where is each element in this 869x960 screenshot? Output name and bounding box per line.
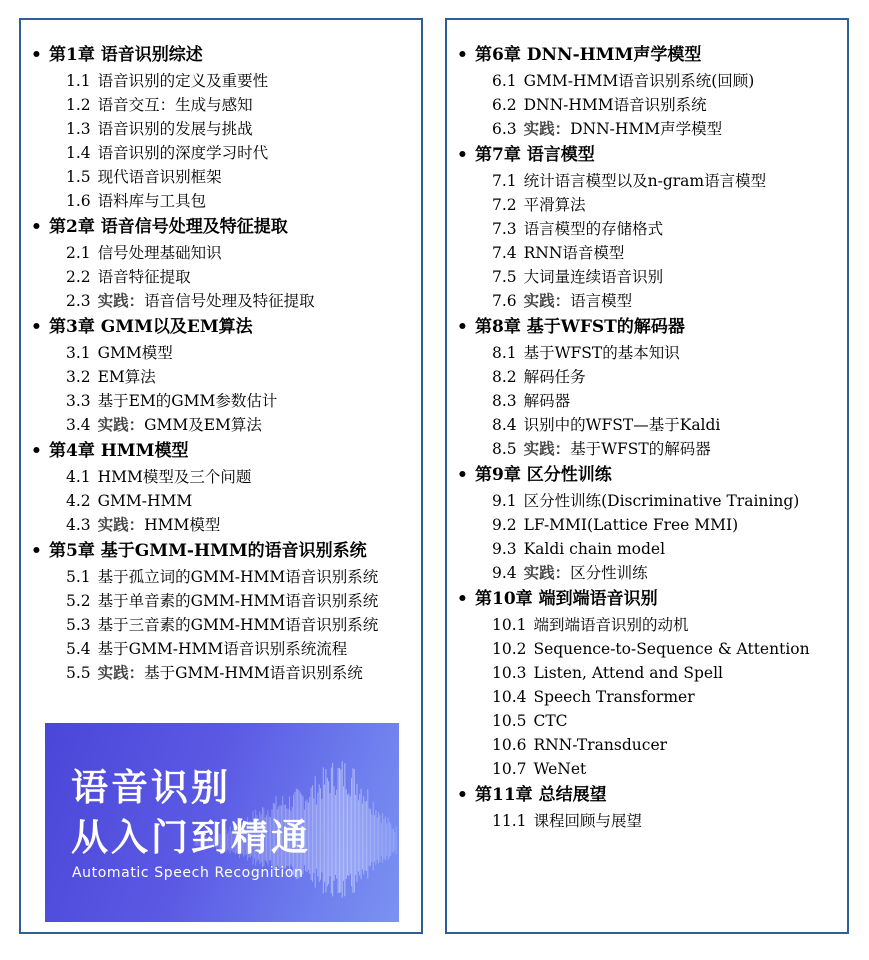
chapter-item-list [457, 809, 847, 833]
practice-label: 实践： [97, 515, 145, 534]
chapter-title: • 第6章 DNN-HMM声学模型 [457, 44, 847, 66]
chapter-title: • 第2章 语音信号处理及特征提取 [31, 216, 421, 238]
item-text: LF-MMI(Lattice Free MMI) [523, 516, 739, 534]
item-number: 1.6 [66, 192, 91, 210]
item-number: 10.6 [492, 736, 527, 754]
item-text: RNN语音模型 [523, 244, 625, 262]
item-number: 7.3 [492, 220, 517, 238]
list-item [492, 613, 847, 637]
item-text: 解码任务 [523, 368, 586, 386]
chapter-section [457, 784, 847, 833]
list-item [492, 265, 847, 289]
right-chapter-list [457, 44, 847, 833]
item-text: 语料库与工具包 [97, 192, 207, 210]
item-number: 7.1 [492, 172, 517, 190]
chapter-section [457, 44, 847, 141]
list-item [492, 365, 847, 389]
item-text: Kaldi chain model [523, 540, 666, 558]
list-item [492, 561, 847, 585]
chapter-item-list [31, 241, 421, 313]
item-text: GMM-HMM [97, 492, 193, 510]
chapter-item-list [31, 69, 421, 213]
list-item [492, 637, 847, 661]
item-number: 6.3 [492, 120, 517, 138]
item-number: 4.2 [66, 492, 91, 510]
list-item [66, 117, 421, 141]
item-number: 8.4 [492, 416, 517, 434]
item-number: 7.5 [492, 268, 517, 286]
item-number: 10.7 [492, 760, 527, 778]
list-item [492, 537, 847, 561]
item-number: 11.1 [492, 812, 527, 830]
chapter-title: • 第9章 区分性训练 [457, 464, 847, 486]
list-item [66, 613, 421, 637]
chapter-title: • 第8章 基于WFST的解码器 [457, 316, 847, 338]
item-text: Listen, Attend and Spell [533, 664, 723, 682]
chapter-section [31, 316, 421, 437]
chapter-item-list [457, 489, 847, 585]
chapter-title: • 第3章 GMM以及EM算法 [31, 316, 421, 338]
item-text: 统计语言模型以及n-gram语言模型 [523, 172, 767, 190]
list-item [492, 685, 847, 709]
item-text: 基于WFST的基本知识 [523, 344, 680, 362]
list-item [66, 341, 421, 365]
item-number: 9.3 [492, 540, 517, 558]
item-text: RNN-Transducer [533, 736, 668, 754]
list-item [492, 93, 847, 117]
item-number: 6.1 [492, 72, 517, 90]
list-item [492, 389, 847, 413]
list-item [492, 241, 847, 265]
item-number: 1.2 [66, 96, 91, 114]
chapter-section [457, 144, 847, 313]
item-text: 语音识别的深度学习时代 [97, 144, 269, 162]
item-text: 信号处理基础知识 [97, 244, 222, 262]
banner-title-line1: 语音识别 [71, 766, 231, 809]
list-item [492, 489, 847, 513]
item-text: 语音信号处理及特征提取 [144, 292, 315, 310]
item-text: 语音识别的定义及重要性 [97, 72, 269, 90]
item-text: EM算法 [97, 368, 156, 386]
chapter-section [457, 316, 847, 461]
chapter-item-list [457, 613, 847, 781]
item-number: 2.2 [66, 268, 91, 286]
practice-label: 实践： [97, 415, 145, 434]
item-text: 语言模型 [570, 292, 633, 310]
item-text: Speech Transformer [533, 688, 695, 706]
item-text: 区分性训练(Discriminative Training) [523, 492, 800, 510]
chapter-item-list [31, 565, 421, 685]
list-item [66, 93, 421, 117]
chapter-section [457, 588, 847, 781]
item-text: 语音交互：生成与感知 [97, 96, 253, 114]
item-number: 5.2 [66, 592, 91, 610]
item-number: 7.4 [492, 244, 517, 262]
course-banner [45, 723, 399, 922]
item-number: 3.2 [66, 368, 91, 386]
item-text: 解码器 [523, 392, 571, 410]
item-number: 9.4 [492, 564, 517, 582]
item-text: 大词量连续语音识别 [523, 268, 664, 286]
item-number: 8.5 [492, 440, 517, 458]
item-number: 8.2 [492, 368, 517, 386]
chapter-title: • 第4章 HMM模型 [31, 440, 421, 462]
item-text: GMM模型 [97, 344, 173, 362]
list-item [492, 757, 847, 781]
item-number: 7.2 [492, 196, 517, 214]
item-text: DNN-HMM声学模型 [570, 120, 723, 138]
list-item [66, 389, 421, 413]
item-number: 2.3 [66, 292, 91, 310]
list-item [66, 289, 421, 313]
item-text: 端到端语音识别的动机 [533, 616, 689, 634]
chapter-title: • 第5章 基于GMM-HMM的语音识别系统 [31, 540, 421, 562]
list-item [492, 341, 847, 365]
list-item [66, 265, 421, 289]
chapter-section [31, 440, 421, 537]
item-text: 识别中的WFST—基于Kaldi [523, 416, 721, 434]
item-text: 语音特征提取 [97, 268, 191, 286]
item-text: 平滑算法 [523, 196, 586, 214]
item-number: 8.1 [492, 344, 517, 362]
list-item [492, 709, 847, 733]
list-item [492, 289, 847, 313]
item-number: 1.3 [66, 120, 91, 138]
list-item [66, 589, 421, 613]
item-text: DNN-HMM语音识别系统 [523, 96, 707, 114]
item-text: HMM模型 [144, 516, 221, 534]
list-item [492, 513, 847, 537]
practice-label: 实践： [523, 439, 571, 458]
list-item [66, 465, 421, 489]
chapter-item-list [31, 341, 421, 437]
chapter-item-list [457, 341, 847, 461]
list-item [492, 733, 847, 757]
practice-label: 实践： [97, 291, 145, 310]
item-number: 5.1 [66, 568, 91, 586]
item-number: 10.2 [492, 640, 527, 658]
list-item [66, 69, 421, 93]
item-number: 9.2 [492, 516, 517, 534]
list-item [66, 661, 421, 685]
list-item [66, 489, 421, 513]
practice-label: 实践： [523, 119, 571, 138]
item-text: GMM及EM算法 [144, 416, 262, 434]
item-text: 区分性训练 [570, 564, 648, 582]
list-item [66, 413, 421, 437]
item-number: 6.2 [492, 96, 517, 114]
item-number: 1.5 [66, 168, 91, 186]
item-number: 9.1 [492, 492, 517, 510]
chapter-section [457, 464, 847, 585]
item-text: 基于GMM-HMM语音识别系统 [144, 664, 363, 682]
list-item [66, 141, 421, 165]
list-item [492, 69, 847, 93]
practice-label: 实践： [523, 563, 571, 582]
item-text: 基于WFST的解码器 [570, 440, 711, 458]
item-number: 1.4 [66, 144, 91, 162]
chapter-item-list [457, 169, 847, 313]
item-number: 5.4 [66, 640, 91, 658]
practice-label: 实践： [97, 663, 145, 682]
item-number: 8.3 [492, 392, 517, 410]
list-item [492, 413, 847, 437]
item-number: 10.1 [492, 616, 527, 634]
chapter-title: • 第10章 端到端语音识别 [457, 588, 847, 610]
item-text: 语言模型的存储格式 [523, 220, 664, 238]
right-syllabus-panel [445, 18, 849, 934]
item-text: 基于单音素的GMM-HMM语音识别系统 [97, 592, 379, 610]
item-text: 基于EM的GMM参数估计 [97, 392, 278, 410]
chapter-section [31, 44, 421, 213]
item-text: GMM-HMM语音识别系统(回顾) [523, 72, 755, 90]
list-item [66, 637, 421, 661]
banner-title-line2: 从入门到精通 [71, 816, 311, 859]
practice-label: 实践： [523, 291, 571, 310]
item-text: 现代语音识别框架 [97, 168, 222, 186]
item-number: 2.1 [66, 244, 91, 262]
chapter-section [31, 540, 421, 685]
list-item [66, 565, 421, 589]
chapter-title: • 第1章 语音识别综述 [31, 44, 421, 66]
list-item [66, 165, 421, 189]
list-item [492, 193, 847, 217]
item-number: 4.3 [66, 516, 91, 534]
list-item [66, 365, 421, 389]
list-item [66, 189, 421, 213]
item-number: 1.1 [66, 72, 91, 90]
item-number: 4.1 [66, 468, 91, 486]
item-text: WeNet [533, 760, 587, 778]
list-item [492, 809, 847, 833]
item-text: 语音识别的发展与挑战 [97, 120, 253, 138]
chapter-section [31, 216, 421, 313]
list-item [492, 661, 847, 685]
item-number: 7.6 [492, 292, 517, 310]
left-chapter-list [31, 44, 421, 685]
item-text: 基于GMM-HMM语音识别系统流程 [97, 640, 348, 658]
item-number: 3.3 [66, 392, 91, 410]
list-item [66, 241, 421, 265]
item-text: 课程回顾与展望 [533, 812, 642, 830]
item-number: 10.4 [492, 688, 527, 706]
item-number: 3.1 [66, 344, 91, 362]
item-text: Sequence-to-Sequence & Attention [533, 640, 810, 658]
item-text: HMM模型及三个问题 [97, 468, 252, 486]
list-item [492, 169, 847, 193]
item-text: CTC [533, 712, 568, 730]
list-item [492, 437, 847, 461]
item-number: 10.3 [492, 664, 527, 682]
item-number: 3.4 [66, 416, 91, 434]
list-item [66, 513, 421, 537]
item-text: 基于三音素的GMM-HMM语音识别系统 [97, 616, 379, 634]
chapter-item-list [457, 69, 847, 141]
item-number: 5.3 [66, 616, 91, 634]
chapter-item-list [31, 465, 421, 537]
left-syllabus-panel [19, 18, 423, 934]
banner-subtitle: Automatic Speech Recognition [72, 865, 304, 881]
list-item [492, 117, 847, 141]
list-item [492, 217, 847, 241]
item-number: 5.5 [66, 664, 91, 682]
item-text: 基于孤立词的GMM-HMM语音识别系统 [97, 568, 379, 586]
chapter-title: • 第7章 语言模型 [457, 144, 847, 166]
item-number: 10.5 [492, 712, 527, 730]
chapter-title: • 第11章 总结展望 [457, 784, 847, 806]
